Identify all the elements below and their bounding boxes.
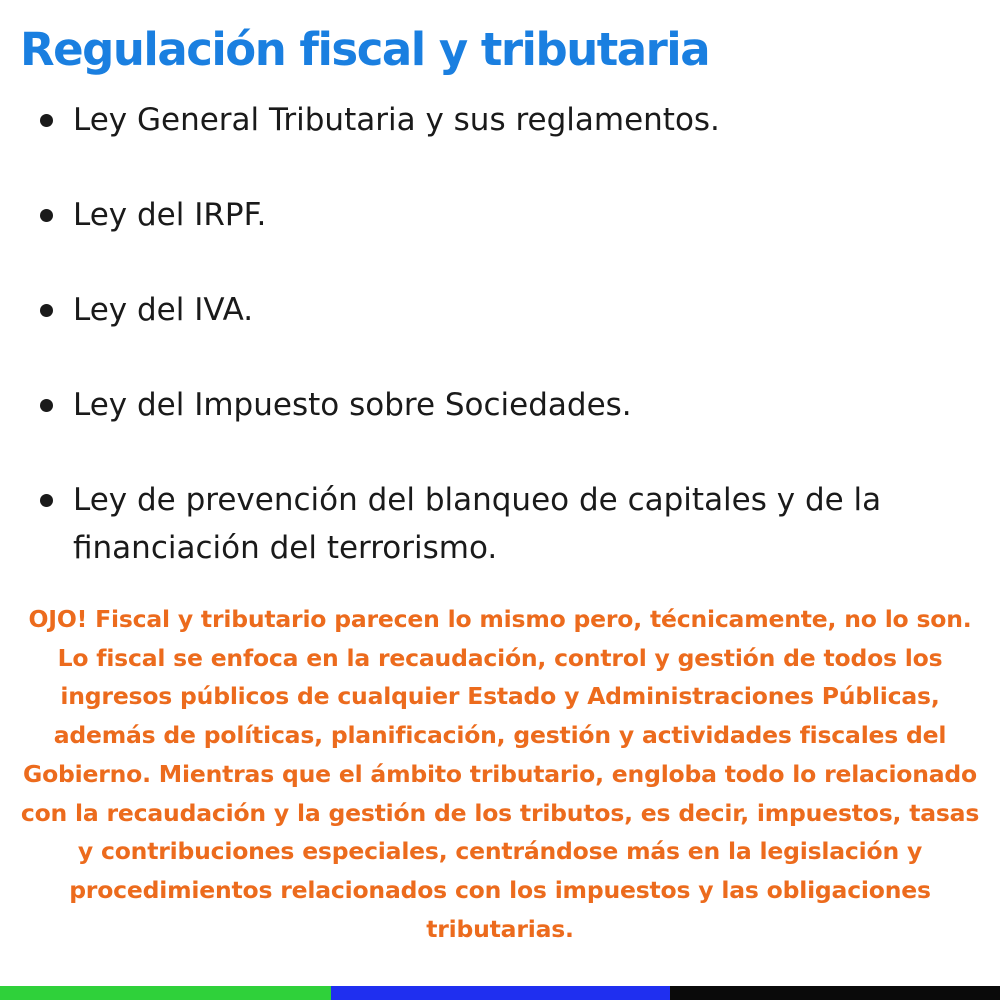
note-paragraph: OJO! Fiscal y tributario parecen lo mismo pero, técnicamente, no lo son. Lo fiscal se enfoca en la recaudación, control y gestión de todos los ingresos públicos de cualquier Estado y Administraciones Públicas, además de políticas, planificación, gestión y actividades fiscales del Gobierno. Mientras que el ámbito tributario, engloba todo lo relacionado con la recaudación y la gestión de los tributos, es decir, impuestos, tasas y contribuciones especiales, centrándose más en la legislación y procedimientos relacionados con los impuestos y las obligaciones tributarias. [20,605,980,943]
bullet-dot [40,399,53,412]
list-item-text: Ley del IRPF. [73,197,267,233]
page-title: Regulación fiscal y tributaria [20,23,710,76]
strip-segment-blue [331,986,670,1000]
strip-segment-black [670,986,1000,1000]
list-item-text: Ley del IVA. [73,292,254,328]
list-item-text: Ley General Tributaria y sus reglamentos. [73,102,720,138]
list-item-text: Ley del Impuesto sobre Sociedades. [73,387,632,423]
strip-segment-green [0,986,331,1000]
footer-color-strip [0,986,1000,1000]
bullet-dot [40,114,53,127]
bullet-dot [40,494,53,507]
list-item-text: Ley de prevención del blanqueo de capitales y de la financiación del terrorismo. [73,482,882,566]
bullet-dot [40,209,53,222]
bullet-dot [40,304,53,317]
